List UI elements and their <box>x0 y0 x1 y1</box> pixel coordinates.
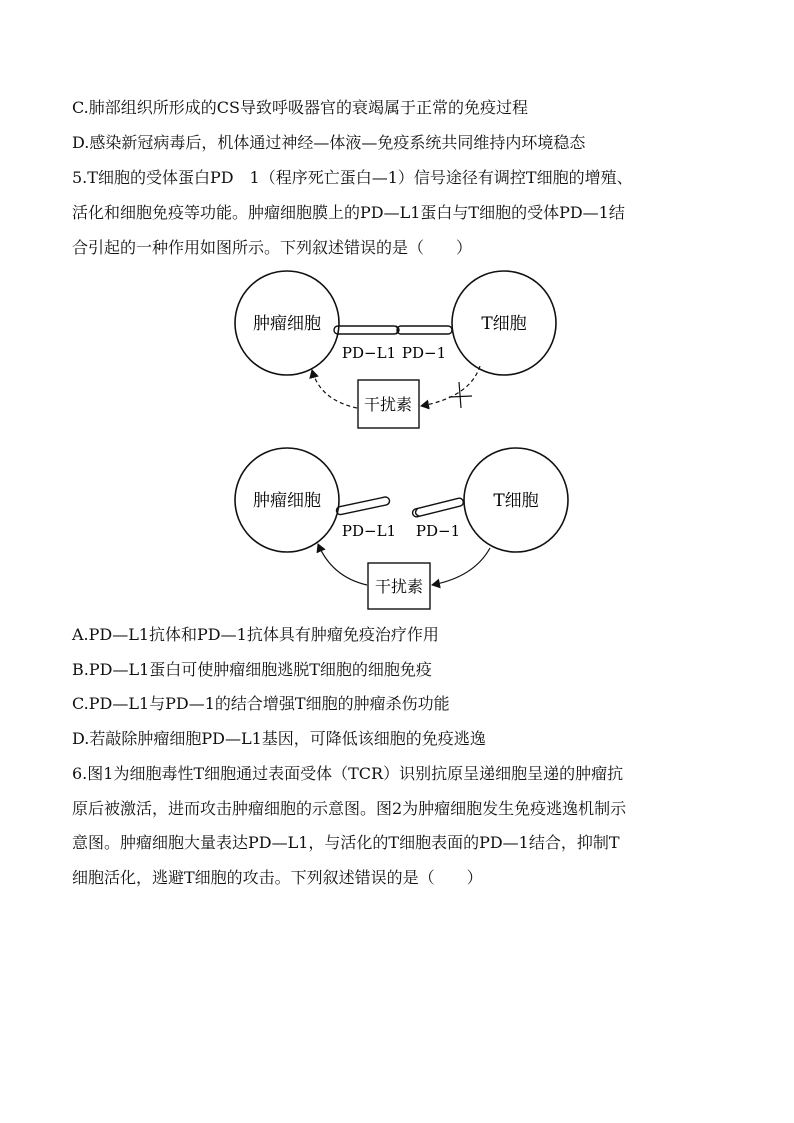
question-5-line-1: 5.T细胞的受体蛋白PD 1（程序死亡蛋白—1）信号途径有调控T细胞的增殖、 <box>72 168 633 187</box>
interferon-label-2: 干扰素 <box>374 577 424 596</box>
pd-1-protein <box>397 326 452 334</box>
pd-l1-protein-2 <box>336 496 390 515</box>
inhibition-mark-v <box>459 382 461 408</box>
interferon-label: 干扰素 <box>363 395 413 414</box>
option-b: B.PD—L1蛋白可使肿瘤细胞逃脱T细胞的细胞免疫 <box>72 660 432 679</box>
option-d: D.若敲除肿瘤细胞PD—L1基因，可降低该细胞的免疫逃逸 <box>72 729 486 748</box>
interferon-to-tumor-arrow <box>312 370 357 408</box>
diagram-bound <box>0 262 794 442</box>
option-c: C.PD—L1与PD—1的结合增强T细胞的肿瘤杀伤功能 <box>72 694 450 713</box>
question-5-line-3: 合引起的一种作用如图所示。下列叙述错误的是（ ） <box>72 238 473 257</box>
t-cell-label-2: T细胞 <box>493 491 539 511</box>
inhibition-mark-h <box>449 396 472 397</box>
pd-l1-protein <box>334 326 398 334</box>
diagram-separated <box>0 442 794 612</box>
pd-1-label: PD−1 <box>401 344 447 362</box>
interferon-to-tumor-arrow-2 <box>318 544 367 585</box>
pd-l1-label-2: PD−L1 <box>341 522 397 540</box>
option-c-prev: C.肺部组织所形成的CS导致呼吸器官的衰竭属于正常的免疫过程 <box>72 98 528 117</box>
pd-l1-label: PD−L1 <box>341 344 397 362</box>
option-d-prev: D.感染新冠病毒后，机体通过神经—体液—免疫系统共同维持内环境稳态 <box>72 133 586 152</box>
question-6-line-1: 6.图1为细胞毒性T细胞通过表面受体（TCR）识别抗原呈递细胞呈递的肿瘤抗 <box>72 764 624 783</box>
pd-1-label-2: PD−1 <box>415 522 461 540</box>
option-a: A.PD—L1抗体和PD—1抗体具有肿瘤免疫治疗作用 <box>72 625 439 644</box>
pd-1-protein-2 <box>412 497 464 517</box>
tumor-cell-label: 肿瘤细胞 <box>253 314 321 334</box>
tumor-cell-label-2: 肿瘤细胞 <box>253 491 321 511</box>
question-6-line-3: 意图。肿瘤细胞大量表达PD—L1，与活化的T细胞表面的PD—1结合，抑制T <box>72 833 620 852</box>
t-to-interferon-arrow <box>421 366 480 406</box>
question-6-line-2: 原后被激活，进而攻击肿瘤细胞的示意图。图2为肿瘤细胞发生免疫逃逸机制示 <box>72 799 627 818</box>
t-cell-label: T细胞 <box>481 314 527 334</box>
t-to-interferon-arrow-2 <box>432 548 490 585</box>
question-5-line-2: 活化和细胞免疫等功能。肿瘤细胞膜上的PD—L1蛋白与T细胞的受体PD—1结 <box>72 203 625 222</box>
question-6-line-4: 细胞活化，逃避T细胞的攻击。下列叙述错误的是（ ） <box>72 868 483 887</box>
